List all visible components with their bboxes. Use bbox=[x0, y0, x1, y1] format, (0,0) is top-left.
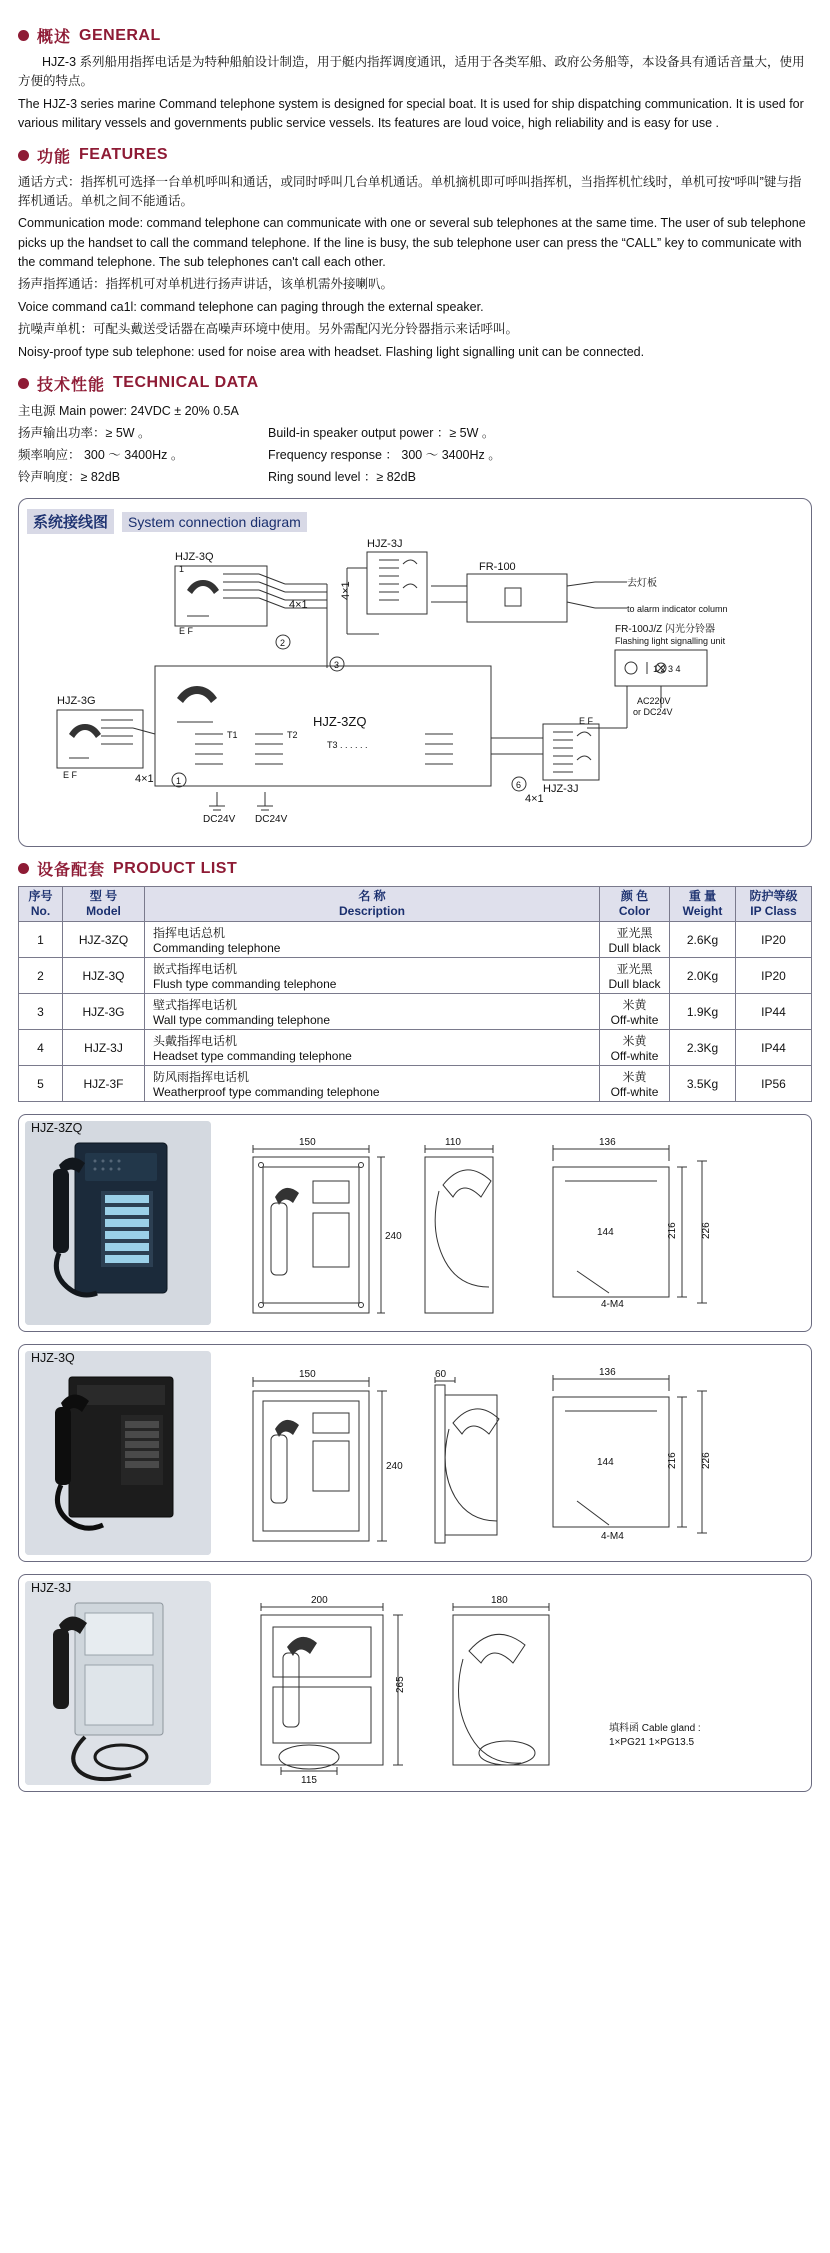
dim-265: 265 bbox=[395, 1676, 406, 1694]
cell-model: HJZ-3ZQ bbox=[63, 922, 145, 958]
diagram-ef-1: E F bbox=[179, 626, 194, 637]
panel-title: HJZ-3J bbox=[31, 1581, 72, 1596]
diagram-canvas bbox=[27, 538, 803, 838]
cell-description: 壁式指挥电话机 Wall type commanding telephone bbox=[145, 994, 600, 1030]
section-header-product-list bbox=[18, 857, 812, 880]
cell-ip: IP44 bbox=[736, 994, 812, 1030]
dim-144: 144 bbox=[597, 1227, 614, 1239]
technical-right: Build-in speaker output power ：≥ 5W 。 bbox=[268, 425, 495, 440]
diagram-title bbox=[27, 509, 803, 534]
col-color: 颜 色 Color bbox=[600, 887, 670, 922]
table-row bbox=[19, 958, 812, 994]
section-title-cn: 功能 bbox=[37, 148, 72, 166]
dim-110: 110 bbox=[445, 1137, 461, 1149]
diagram-label-fr100: FR-100 bbox=[479, 561, 516, 574]
cell-weight: 3.5Kg bbox=[670, 1066, 736, 1102]
panel-title: HJZ-3ZQ bbox=[31, 1121, 83, 1136]
cell-model: HJZ-3J bbox=[63, 1030, 145, 1066]
cell-color: 米黄 Off-white bbox=[600, 994, 670, 1030]
dim-4m4: 4-M4 bbox=[601, 1299, 624, 1311]
section-title-cn: 设备配套 bbox=[37, 862, 106, 880]
cell-ip: IP20 bbox=[736, 958, 812, 994]
cell-model: HJZ-3Q bbox=[63, 958, 145, 994]
diagram-ef-2: E F bbox=[63, 770, 78, 781]
cell-description: 指挥电话总机 Commanding telephone bbox=[145, 922, 600, 958]
section-header-general bbox=[18, 24, 812, 47]
col-no: 序号 No. bbox=[19, 887, 63, 922]
diagram-label-or-dc24v: or DC24V bbox=[633, 707, 673, 718]
bullet-icon bbox=[18, 30, 29, 41]
diagram-t3: T3 . . . . . . bbox=[327, 740, 368, 751]
table-header-row bbox=[19, 887, 812, 922]
product-panel-hjz3zq bbox=[18, 1114, 812, 1332]
features-p2-en: Voice command ca1l: command telephone can paging through the external speaker. bbox=[18, 299, 484, 314]
dim-136: 136 bbox=[599, 1367, 616, 1379]
dim-216: 216 bbox=[667, 1222, 678, 1240]
dim-136: 136 bbox=[599, 1137, 616, 1149]
features-p3-en: Noisy-proof type sub telephone: used for noise area with headset. Flashing light signalling unit can be connected. bbox=[18, 344, 645, 359]
features-p1-cn: 通话方式：指挥机可选择一台单机呼叫和通话，或同时呼叫几台单机通话。单机摘机即可呼叫指挥机，当指挥机忙线时，单机可按“呼叫”键与指挥机通话。单机之间不能通话。 bbox=[18, 174, 802, 208]
dimension-drawing-hjz3q bbox=[217, 1351, 805, 1555]
diagram-label-hjz3j-top: HJZ-3J bbox=[367, 538, 403, 551]
cell-description: 头戴指挥电话机 Headset type commanding telephone bbox=[145, 1030, 600, 1066]
dimension-drawing-hjz3zq bbox=[217, 1121, 805, 1325]
cell-weight: 1.9Kg bbox=[670, 994, 736, 1030]
dim-115: 115 bbox=[301, 1775, 317, 1787]
technical-left: 频率响应： 300 ～ 3400Hz 。 bbox=[18, 447, 184, 462]
section-title-en: PRODUCT LIST bbox=[113, 859, 238, 877]
product-list-table bbox=[18, 886, 812, 1102]
features-p1-en: Communication mode: command telephone can communicate with one or several sub telephones at the same time. The user of sub telephone picks up the handset to call the command telephone. If the line is busy, the sub telephone user can press the “CALL” key to communicate with the command telephone. The sub telephones can't call each other. bbox=[18, 216, 806, 269]
cell-no: 1 bbox=[19, 922, 63, 958]
technical-right bbox=[268, 401, 812, 423]
diagram-label-hjz3j-bottom: HJZ-3J bbox=[543, 783, 579, 796]
diagram-circle-6: 6 bbox=[516, 780, 522, 791]
col-weight: 重 量 Weight bbox=[670, 887, 736, 922]
diagram-unit-pins: 1 2 3 4 bbox=[653, 664, 681, 675]
diagram-label-dc24v-2: DC24V bbox=[255, 814, 288, 826]
col-ip-class: 防护等级 IP Class bbox=[736, 887, 812, 922]
cell-weight: 2.3Kg bbox=[670, 1030, 736, 1066]
dim-216: 216 bbox=[667, 1452, 678, 1470]
cell-description: 防风雨指挥电话机 Weatherproof type commanding telephone bbox=[145, 1066, 600, 1102]
cell-ip: IP44 bbox=[736, 1030, 812, 1066]
diagram-label-hjz3q: HJZ-3Q bbox=[175, 551, 214, 564]
dim-60: 60 bbox=[435, 1369, 447, 1381]
technical-left: 主电源 Main power: 24VDC ± 20% 0.5A bbox=[18, 403, 239, 418]
dim-240: 240 bbox=[386, 1461, 403, 1473]
cell-no: 4 bbox=[19, 1030, 63, 1066]
panel-title: HJZ-3Q bbox=[31, 1351, 75, 1366]
diagram-circle-2: 2 bbox=[280, 638, 286, 649]
section-title-en: GENERAL bbox=[79, 26, 161, 44]
bullet-icon bbox=[18, 150, 29, 161]
cell-color: 亚光黑 Dull black bbox=[600, 958, 670, 994]
dim-150: 150 bbox=[299, 1137, 316, 1149]
technical-data-list bbox=[18, 401, 812, 489]
dimension-drawing-hjz3j bbox=[217, 1581, 805, 1785]
diagram-label-dc24v-1: DC24V bbox=[203, 814, 236, 826]
diagram-svg bbox=[27, 538, 805, 833]
diagram-t1: T1 bbox=[227, 730, 238, 741]
dim-180: 180 bbox=[491, 1595, 508, 1607]
cell-color: 亚光黑 Dull black bbox=[600, 922, 670, 958]
technical-row bbox=[18, 423, 812, 445]
features-p3-cn: 抗噪声单机：可配头戴送受话器在高噪声环境中使用。另外需配闪光分铃器指示来话呼叫。 bbox=[18, 322, 519, 337]
section-title-cn: 概述 bbox=[37, 29, 72, 46]
diagram-circle-1: 1 bbox=[176, 776, 182, 787]
technical-left: 铃声响度：≥ 82dB bbox=[18, 469, 121, 484]
col-description: 名 称 Description bbox=[145, 887, 600, 922]
diagram-t2: T2 bbox=[287, 730, 298, 741]
cell-weight: 2.0Kg bbox=[670, 958, 736, 994]
diagram-label-4x1-c: 4×1 bbox=[135, 773, 154, 786]
technical-right: Frequency response ： 300 ～ 3400Hz 。 bbox=[268, 447, 501, 462]
bullet-icon bbox=[18, 378, 29, 389]
features-p2-cn: 扬声指挥通话：指挥机可对单机进行扬声讲话，该单机需外接喇叭。 bbox=[18, 277, 394, 292]
product-panel-hjz3j bbox=[18, 1574, 812, 1792]
dim-226: 226 bbox=[701, 1222, 712, 1240]
technical-row bbox=[18, 445, 812, 467]
cell-weight: 2.6Kg bbox=[670, 922, 736, 958]
cell-model: HJZ-3G bbox=[63, 994, 145, 1030]
section-title-en: FEATURES bbox=[79, 146, 169, 163]
dim-150: 150 bbox=[299, 1369, 316, 1381]
cell-no: 2 bbox=[19, 958, 63, 994]
technical-row bbox=[18, 467, 812, 489]
dim-240: 240 bbox=[385, 1231, 402, 1243]
table-row bbox=[19, 1030, 812, 1066]
diagram-title-cn: 系统接线图 bbox=[27, 509, 114, 534]
diagram-label-4x1-b: 4×1 bbox=[340, 581, 352, 601]
cell-color: 米黄 Off-white bbox=[600, 1030, 670, 1066]
product-photo-hjz3zq bbox=[25, 1121, 211, 1325]
technical-left: 扬声输出功率：≥ 5W 。 bbox=[18, 425, 151, 440]
section-header-features bbox=[18, 144, 812, 167]
dim-144: 144 bbox=[597, 1457, 614, 1469]
dim-200: 200 bbox=[311, 1595, 328, 1607]
diagram-label-hjz3g: HJZ-3G bbox=[57, 695, 96, 708]
cell-color: 米黄 Off-white bbox=[600, 1066, 670, 1102]
cable-gland-note-cn: 填料函 Cable gland : bbox=[609, 1723, 701, 1735]
cell-ip: IP56 bbox=[736, 1066, 812, 1102]
section-title-en: TECHNICAL DATA bbox=[113, 374, 259, 392]
diagram-label-4x1-a: 4×1 bbox=[289, 599, 308, 612]
table-row bbox=[19, 994, 812, 1030]
diagram-label-to-alarm-cn: 去灯板 bbox=[627, 578, 657, 590]
col-model: 型 号 Model bbox=[63, 887, 145, 922]
section-title-cn: 技术性能 bbox=[37, 376, 106, 394]
technical-right: Ring sound level ：≥ 82dB bbox=[268, 469, 416, 484]
diagram-ef-3: E F bbox=[579, 716, 594, 727]
diagram-label-4x1-d: 4×1 bbox=[525, 793, 544, 806]
dim-226: 226 bbox=[701, 1452, 712, 1470]
diagram-pin-1: 1 bbox=[179, 564, 185, 575]
cell-description: 嵌式指挥电话机 Flush type commanding telephone bbox=[145, 958, 600, 994]
cell-ip: IP20 bbox=[736, 922, 812, 958]
bullet-icon bbox=[18, 863, 29, 874]
general-paragraph-en: The HJZ-3 series marine Command telephone system is designed for special boat. It is used for ship dispatching communication. It is used for various military vessels and governments public service vessels. Its features are loud voice, high reliability and is easy for use . bbox=[18, 96, 804, 131]
cell-model: HJZ-3F bbox=[63, 1066, 145, 1102]
diagram-label-hjz3zq: HJZ-3ZQ bbox=[313, 714, 367, 730]
section-header-technical-data bbox=[18, 372, 812, 395]
table-row bbox=[19, 922, 812, 958]
cell-no: 3 bbox=[19, 994, 63, 1030]
cable-gland-note-en: 1×PG21 1×PG13.5 bbox=[609, 1737, 695, 1749]
table-row bbox=[19, 1066, 812, 1102]
product-photo-hjz3j bbox=[25, 1581, 211, 1785]
general-paragraph-cn: HJZ-3 系列船用指挥电话是为特种船舶设计制造，用于艇内指挥调度通讯，适用于各类军船、政府公务船等，本设备具有通话音量大，使用方便的特点。 bbox=[18, 55, 805, 89]
product-panel-hjz3q bbox=[18, 1344, 812, 1562]
diagram-title-en: System connection diagram bbox=[122, 512, 307, 532]
diagram-label-ac220v: AC220V bbox=[637, 696, 671, 707]
diagram-label-fr100jz-en: Flashing light signalling unit bbox=[615, 636, 726, 647]
cell-no: 5 bbox=[19, 1066, 63, 1102]
system-connection-diagram bbox=[18, 498, 812, 847]
diagram-circle-3: 3 bbox=[334, 660, 340, 671]
diagram-label-to-alarm-en: to alarm indicator column bbox=[627, 604, 728, 615]
dim-4m4: 4-M4 bbox=[601, 1531, 624, 1543]
technical-row bbox=[18, 401, 812, 423]
product-photo-hjz3q bbox=[25, 1351, 211, 1555]
diagram-label-fr100jz-cn: FR-100J/Z 闪光分铃器 bbox=[615, 624, 716, 636]
